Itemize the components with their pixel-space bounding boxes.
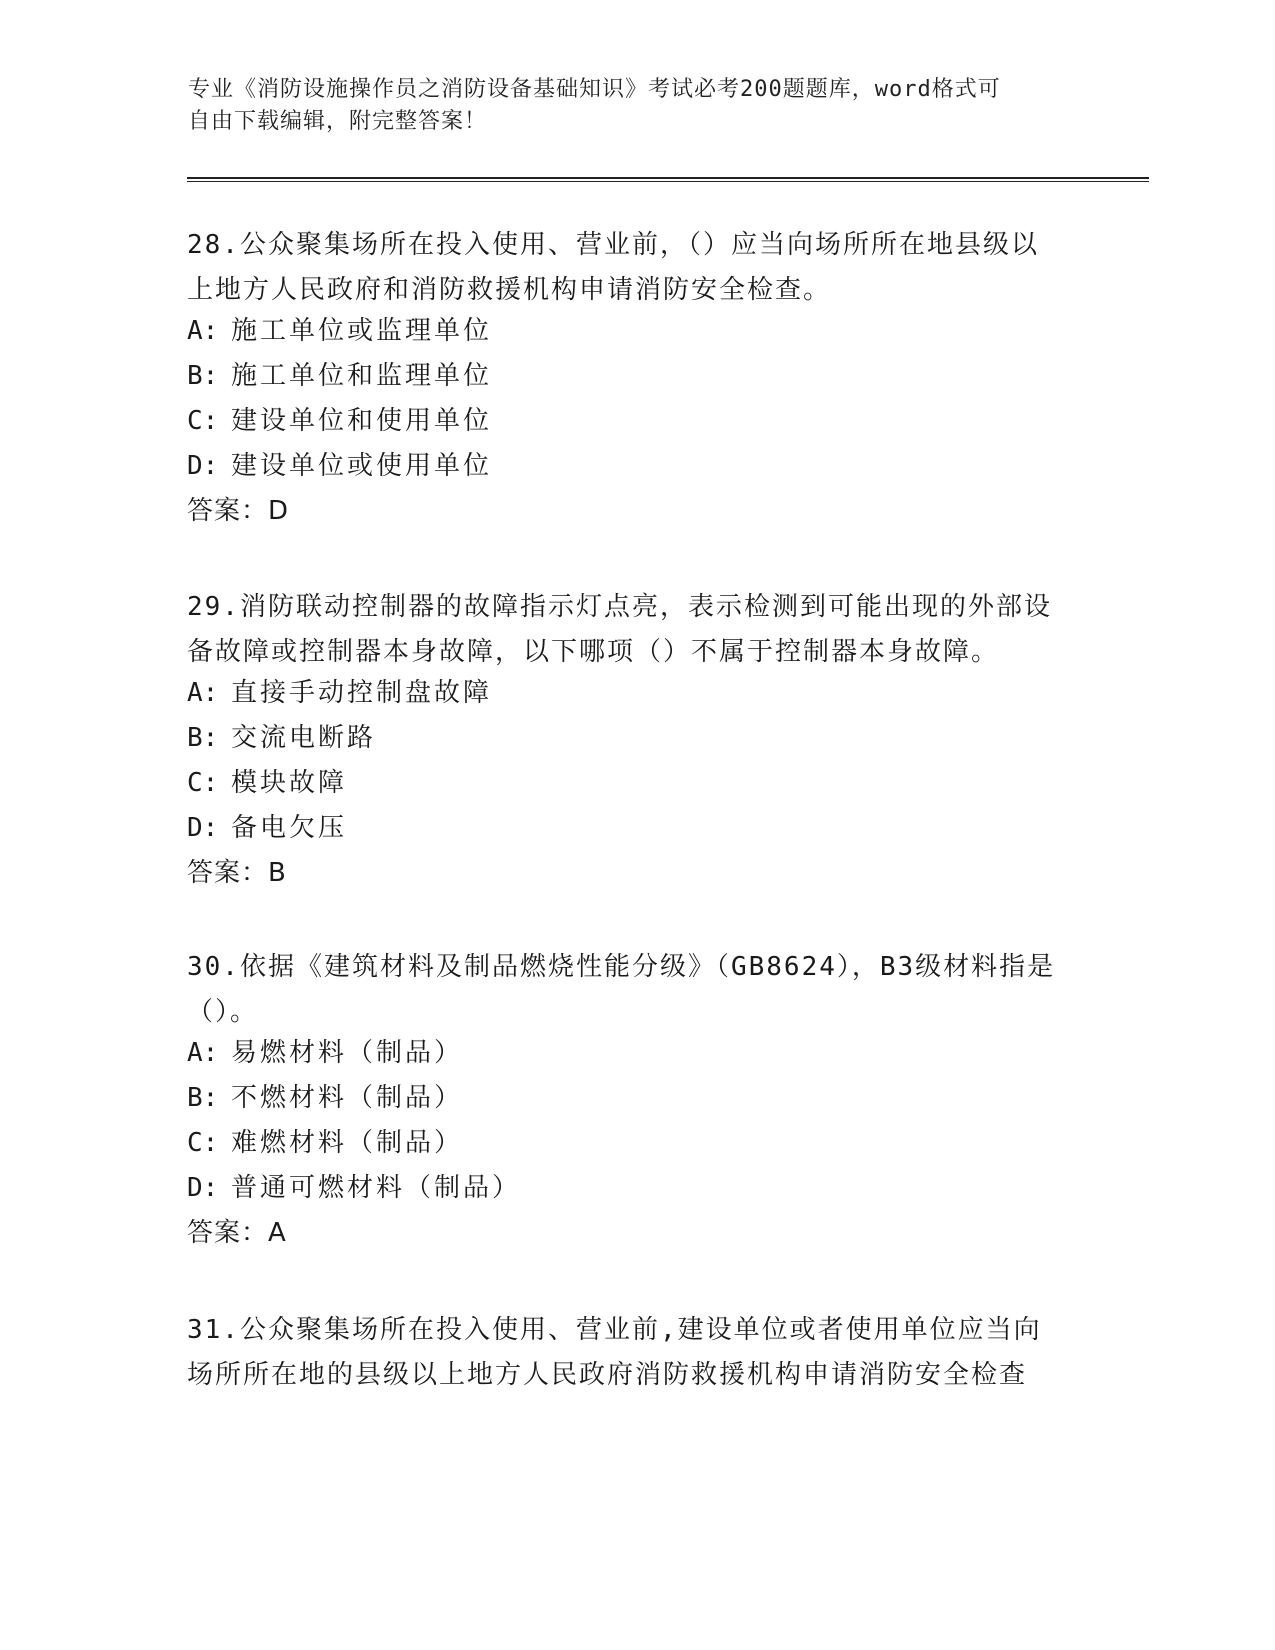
question-31-stem (187, 1308, 1087, 1398)
question-28-option-c (187, 405, 492, 437)
option-letter: D: (187, 1173, 219, 1203)
question-29-option-a (187, 677, 492, 709)
option-letter: A: (187, 1038, 219, 1068)
option-letter: C: (187, 1128, 219, 1158)
question-stem-line: 28.公众聚集场所在投入使用、营业前，（）应当向场所所在地县级以 (187, 230, 1039, 260)
option-letter: B: (187, 361, 219, 391)
question-29-option-b (187, 722, 376, 754)
question-28-option-b (187, 360, 492, 392)
option-letter: A: (187, 316, 219, 346)
option-text: 施工单位和监理单位 (231, 361, 493, 391)
question-28-stem (187, 223, 1087, 313)
question-29-answer: 答案：B (187, 858, 287, 888)
question-stem-line: 上地方人民政府和消防救援机构申请消防安全检查。 (187, 275, 832, 305)
question-30-option-b (187, 1082, 463, 1114)
option-letter: C: (187, 406, 219, 436)
question-28-answer: 答案：D (187, 496, 290, 526)
option-letter: D: (187, 451, 219, 481)
option-letter: C: (187, 768, 219, 798)
header-line-1: 专业《消防设施操作员之消防设备基础知识》考试必考200题题库，word格式可 (188, 77, 1001, 102)
question-stem-line: 备故障或控制器本身故障，以下哪项（）不属于控制器本身故障。 (187, 637, 1000, 667)
option-letter: A: (187, 678, 219, 708)
question-stem-line: 30.依据《建筑材料及制品燃烧性能分级》（GB8624），B3级材料指是 (187, 952, 1056, 982)
question-29-stem (187, 585, 1087, 675)
option-text: 备电欠压 (231, 813, 348, 843)
option-text: 易燃材料（制品） (231, 1038, 464, 1068)
option-letter: B: (187, 723, 219, 753)
question-30-option-c (187, 1127, 463, 1159)
option-text: 建设单位或使用单位 (231, 451, 493, 481)
header-line-2: 自由下载编辑，附完整答案！ (188, 109, 488, 134)
option-text: 不燃材料（制品） (231, 1083, 464, 1113)
option-letter: B: (187, 1083, 219, 1113)
question-29-option-c (187, 767, 347, 799)
option-text: 直接手动控制盘故障 (231, 678, 493, 708)
question-30-answer: 答案：A (187, 1218, 287, 1248)
document-header (188, 74, 1088, 138)
question-29-option-d (187, 812, 347, 844)
question-28-option-d (187, 450, 492, 482)
option-text: 交流电断路 (231, 723, 377, 753)
question-30-option-a (187, 1037, 463, 1069)
option-text: 施工单位或监理单位 (231, 316, 493, 346)
option-letter: D: (187, 813, 219, 843)
question-28-option-a (187, 315, 492, 347)
question-stem-line: 29.消防联动控制器的故障指示灯点亮，表示检测到可能出现的外部设 (187, 592, 1052, 622)
option-text: 难燃材料（制品） (231, 1128, 464, 1158)
option-text: 普通可燃材料（制品） (231, 1173, 522, 1203)
question-30-stem (187, 945, 1087, 1035)
question-stem-line: 场所所在地的县级以上地方人民政府消防救援机构申请消防安全检查 (187, 1360, 1028, 1390)
option-text: 建设单位和使用单位 (231, 406, 493, 436)
question-stem-line: 31.公众聚集场所在投入使用、营业前,建设单位或者使用单位应当向 (187, 1315, 1042, 1345)
question-30-option-d (187, 1172, 521, 1204)
option-text: 模块故障 (231, 768, 348, 798)
header-divider (187, 177, 1149, 182)
question-stem-line: （）。 (187, 997, 259, 1027)
